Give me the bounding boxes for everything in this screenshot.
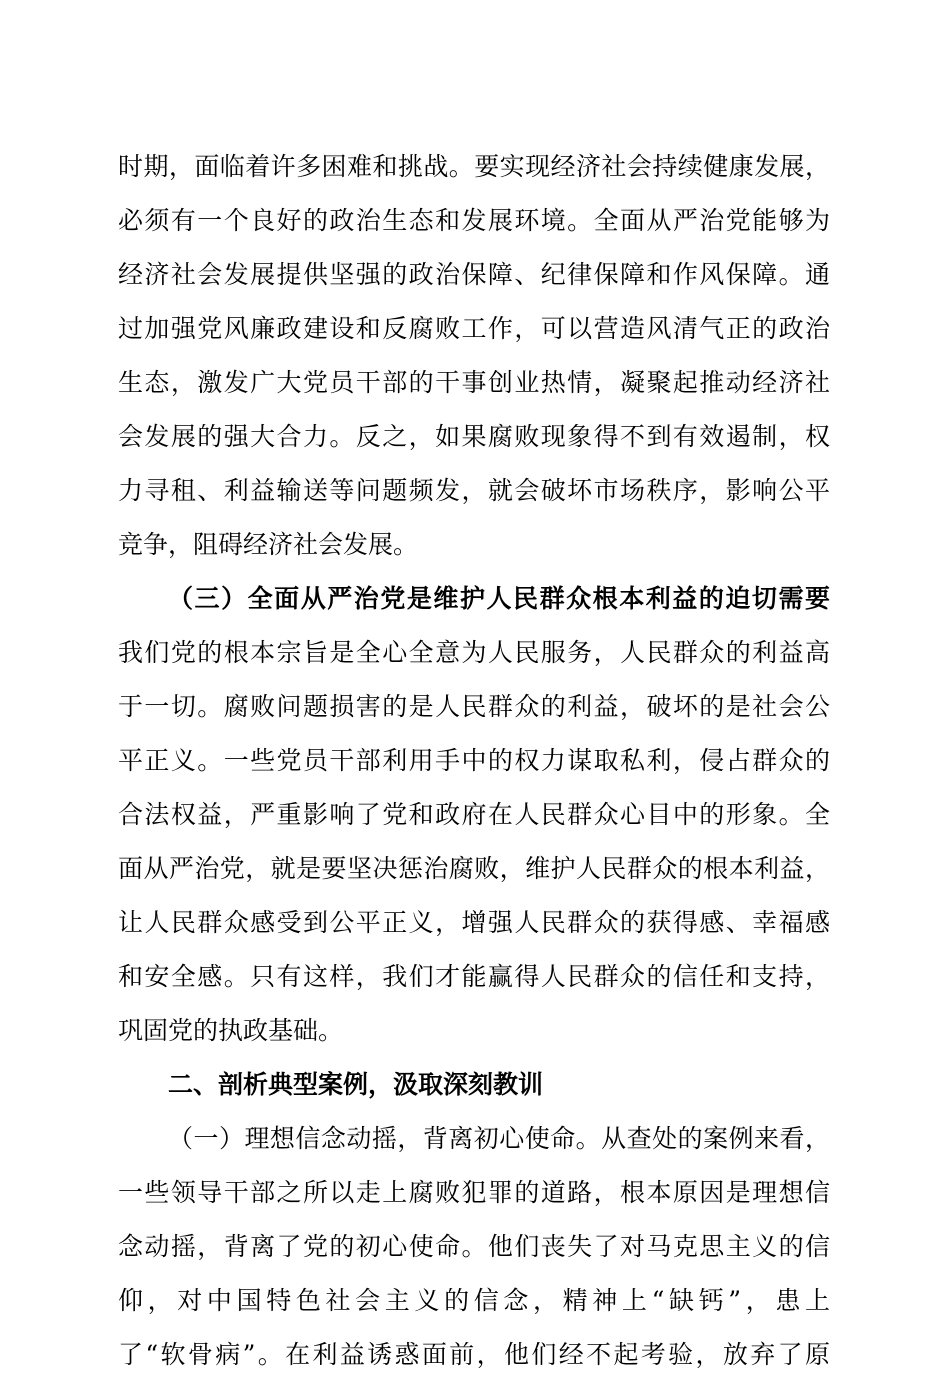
text-line: 会发展的强大合力。反之，如果腐败现象得不到有效遏制，权 xyxy=(118,422,830,451)
text-line: 必须有一个良好的政治生态和发展环境。全面从严治党能够为 xyxy=(118,206,830,235)
text-line: 生态，激发广大党员干部的干事创业热情，凝聚起推动经济社 xyxy=(118,368,830,397)
text-line: 我们党的根本宗旨是全心全意为人民服务，人民群众的利益高 xyxy=(118,638,830,667)
text-line: 和安全感。只有这样，我们才能赢得人民群众的信任和支持， xyxy=(118,962,830,991)
subsection-heading-3: （三）全面从严治党是维护人民群众根本利益的迫切需要 xyxy=(168,584,830,613)
paragraph-people-interests xyxy=(118,626,830,1058)
paragraph-ideals-faith xyxy=(118,1112,830,1382)
text-line: 一些领导干部之所以走上腐败犯罪的道路，根本原因是理想信 xyxy=(118,1178,830,1207)
text-line: 仰，对中国特色社会主义的信念，精神上“缺钙”，患上 xyxy=(118,1286,830,1315)
section-heading-2: 二、剖析典型案例，汲取深刻教训 xyxy=(168,1070,544,1099)
text-line: 平正义。一些党员干部利用手中的权力谋取私利，侵占群众的 xyxy=(118,746,830,775)
text-line: 时期，面临着许多困难和挑战。要实现经济社会持续健康发展， xyxy=(118,152,830,181)
text-line: 经济社会发展提供坚强的政治保障、纪律保障和作风保障。通 xyxy=(118,260,830,289)
text-line: 合法权益，严重影响了党和政府在人民群众心目中的形象。全 xyxy=(118,800,830,829)
text-line: 力寻租、利益输送等问题频发，就会破坏市场秩序，影响公平 xyxy=(118,476,830,505)
paragraph-lead-line: （一）理想信念动摇，背离初心使命。从查处的案例来看， xyxy=(168,1124,830,1153)
text-line: 让人民群众感受到公平正义，增强人民群众的获得感、幸福感 xyxy=(118,908,830,937)
text-line: 念动摇，背离了党的初心使命。他们丧失了对马克思主义的信 xyxy=(118,1232,830,1261)
text-line: 了“软骨病”。在利益诱惑面前，他们经不起考验，放弃了原 xyxy=(118,1340,830,1369)
text-line: 巩固党的执政基础。 xyxy=(118,1016,344,1045)
text-line: 竞争，阻碍经济社会发展。 xyxy=(118,530,419,559)
text-line: 于一切。腐败问题损害的是人民群众的利益，破坏的是社会公 xyxy=(118,692,830,721)
text-line: 过加强党风廉政建设和反腐败工作，可以营造风清气正的政治 xyxy=(118,314,830,343)
paragraph-economic-development xyxy=(118,140,830,572)
text-line: 面从严治党，就是要坚决惩治腐败，维护人民群众的根本利益， xyxy=(118,854,830,883)
document-body xyxy=(118,140,830,1382)
